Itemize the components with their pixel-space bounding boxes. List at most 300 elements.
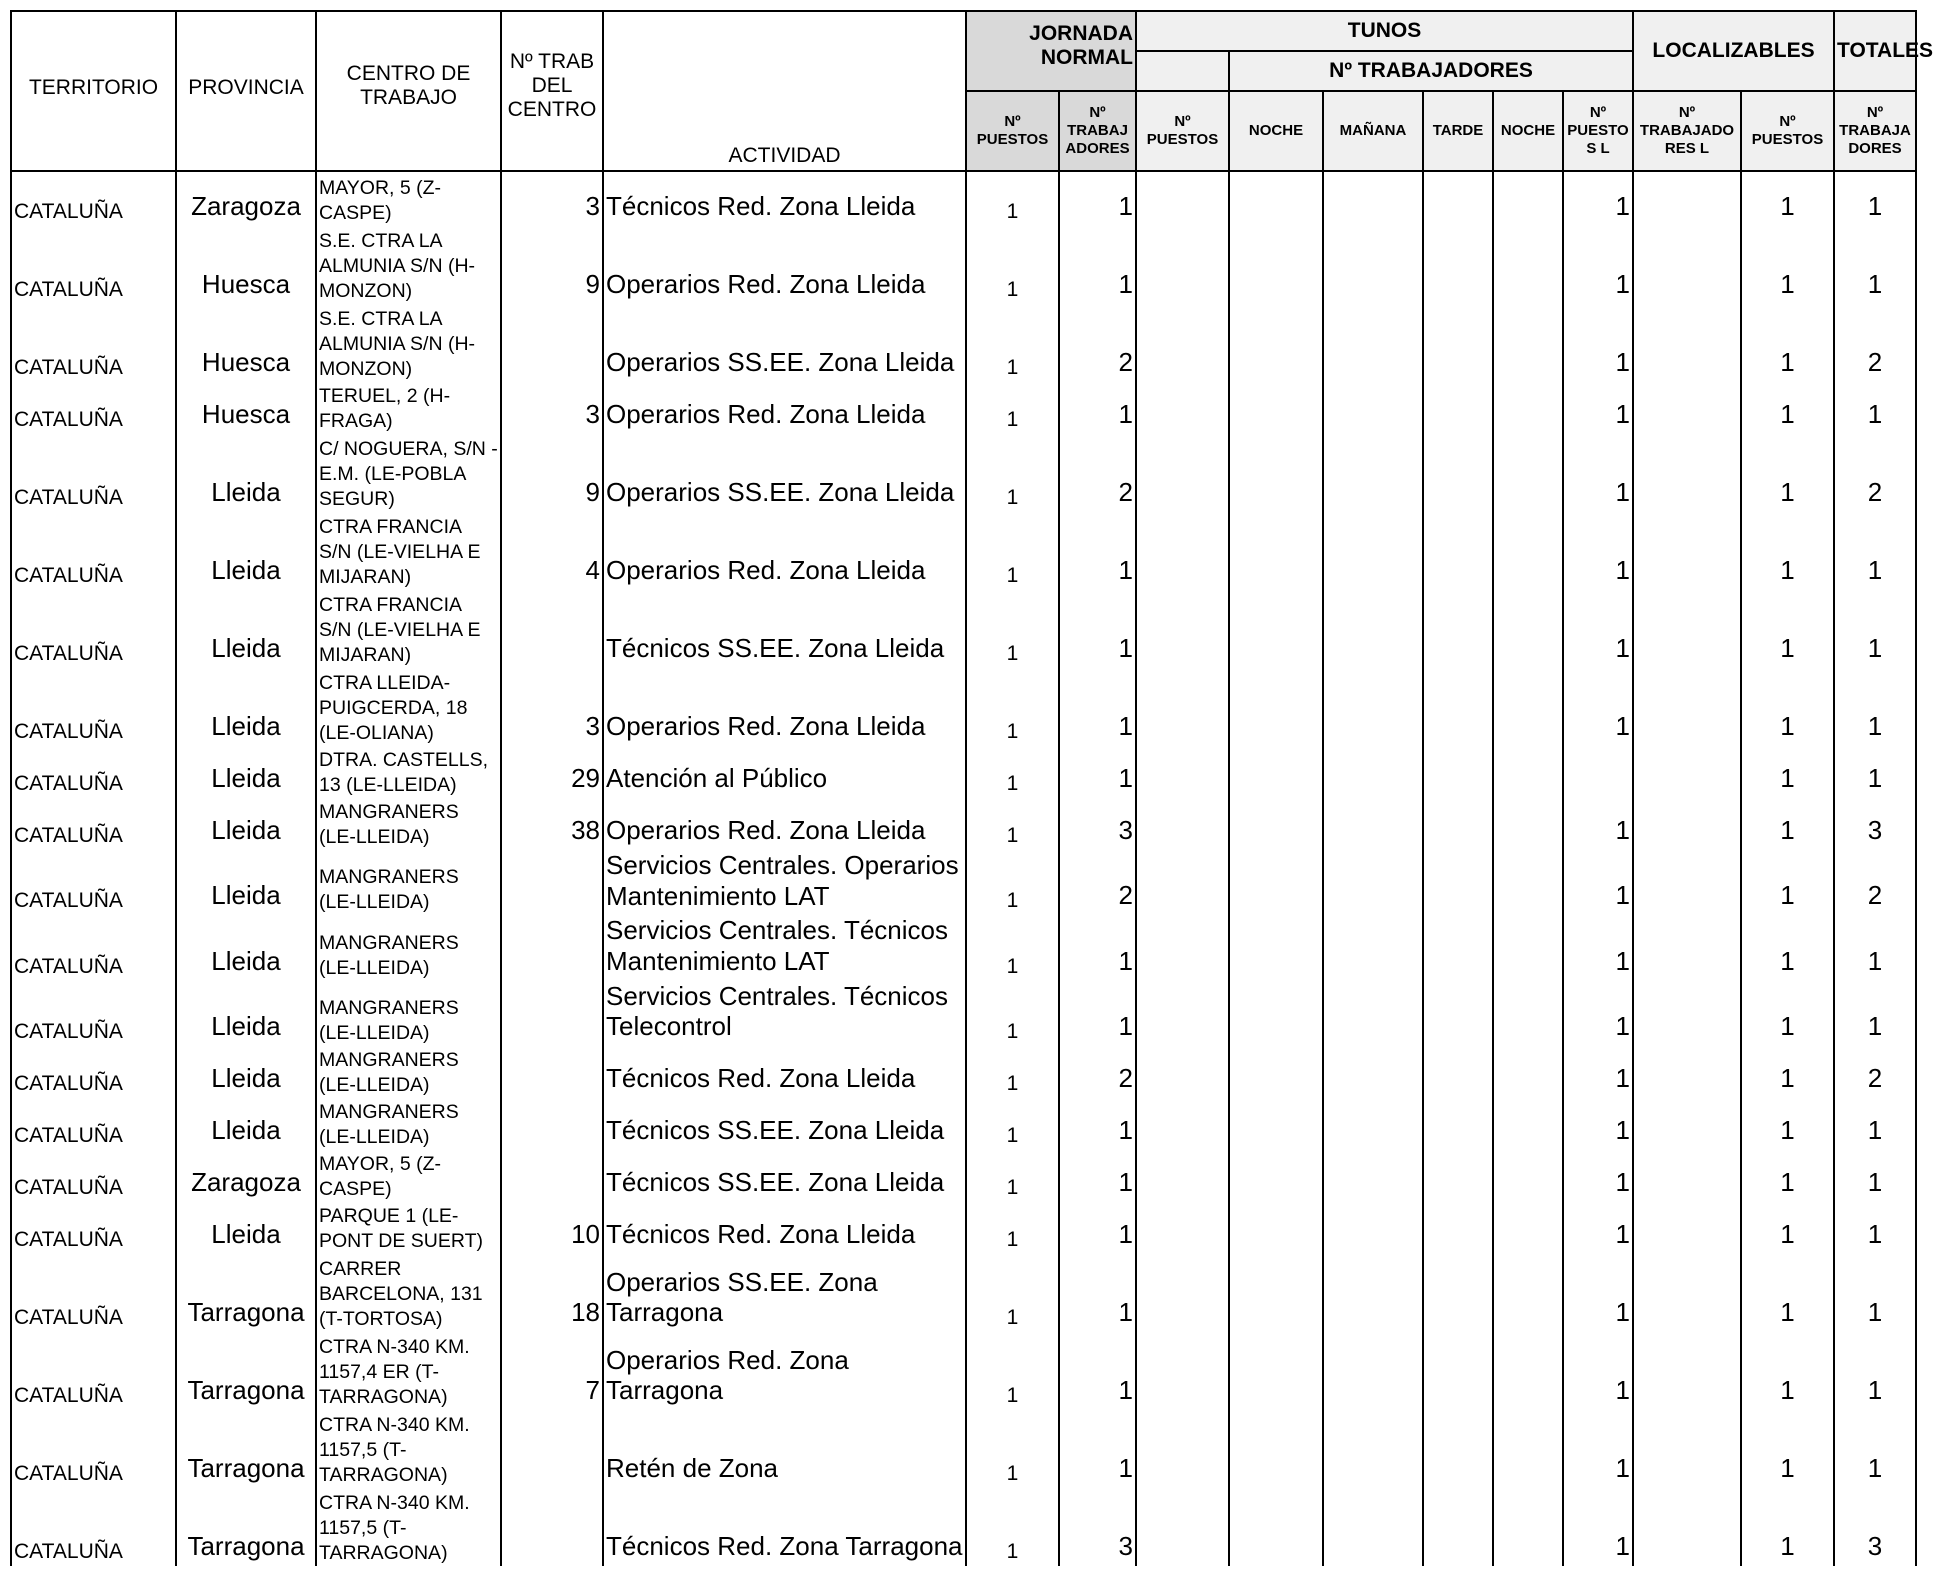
cell-noche-1: [1229, 850, 1323, 915]
cell-provincia: Lleida: [176, 668, 316, 746]
cell-loc-trabajadores: [1633, 915, 1741, 980]
cell-territorio: CATALUÑA: [11, 1488, 176, 1566]
cell-actividad: Operarios SS.EE. Zona Tarragona: [603, 1254, 966, 1332]
cell-num-trab: 3: [501, 382, 603, 434]
cell-centro: S.E. CTRA LA ALMUNIA S/N (H-MONZON): [316, 304, 501, 382]
table-row: [11, 1202, 1916, 1254]
cell-centro: C/ NOGUERA, S/N - E.M. (LE-POBLA SEGUR): [316, 434, 501, 512]
cell-loc-trabajadores: [1633, 171, 1741, 226]
cell-actividad: Operarios SS.EE. Zona Lleida: [603, 434, 966, 512]
cell-loc-trabajadores: [1633, 590, 1741, 668]
header-tunos: TUNOS: [1136, 11, 1633, 51]
cell-territorio: CATALUÑA: [11, 1098, 176, 1150]
cell-t-puestos: [1136, 981, 1229, 1046]
cell-manana: [1323, 1150, 1423, 1202]
cell-num-trab: 9: [501, 434, 603, 512]
cell-centro: MANGRANERS (LE-LLEIDA): [316, 915, 501, 980]
cell-jn-trabajadores: 2: [1059, 434, 1136, 512]
cell-provincia: Lleida: [176, 1098, 316, 1150]
cell-tot-trabajadores: 1: [1834, 590, 1916, 668]
cell-loc-puestos: 1: [1563, 382, 1633, 434]
cell-territorio: CATALUÑA: [11, 1332, 176, 1410]
cell-tot-trabajadores: 1: [1834, 1150, 1916, 1202]
cell-loc-puestos: 1: [1563, 798, 1633, 850]
cell-provincia: Lleida: [176, 798, 316, 850]
cell-loc-trabajadores: [1633, 434, 1741, 512]
cell-territorio: CATALUÑA: [11, 1046, 176, 1098]
cell-actividad: Operarios Red. Zona Lleida: [603, 668, 966, 746]
cell-tot-puestos: 1: [1741, 1254, 1834, 1332]
cell-loc-puestos: 1: [1563, 915, 1633, 980]
cell-actividad: Operarios Red. Zona Lleida: [603, 226, 966, 304]
cell-jn-trabajadores: 1: [1059, 1254, 1136, 1332]
cell-num-trab: 29: [501, 746, 603, 798]
cell-centro: CARRER BARCELONA, 131 (T-TORTOSA): [316, 1254, 501, 1332]
cell-tot-trabajadores: 1: [1834, 226, 1916, 304]
cell-tarde: [1423, 304, 1493, 382]
cell-manana: [1323, 304, 1423, 382]
cell-territorio: CATALUÑA: [11, 746, 176, 798]
cell-tot-puestos: 1: [1741, 590, 1834, 668]
cell-tot-puestos: 1: [1741, 382, 1834, 434]
cell-tot-trabajadores: 1: [1834, 981, 1916, 1046]
cell-provincia: Lleida: [176, 746, 316, 798]
cell-jn-puestos: 1: [966, 304, 1059, 382]
cell-num-trab: 4: [501, 512, 603, 590]
cell-jn-trabajadores: 1: [1059, 668, 1136, 746]
cell-noche-1: [1229, 171, 1323, 226]
cell-noche-1: [1229, 382, 1323, 434]
cell-num-trab: 9: [501, 226, 603, 304]
cell-num-trab: [501, 850, 603, 915]
cell-jn-trabajadores: 1: [1059, 226, 1136, 304]
cell-t-puestos: [1136, 1202, 1229, 1254]
cell-jn-puestos: 1: [966, 1488, 1059, 1566]
cell-tot-puestos: 1: [1741, 1202, 1834, 1254]
header-loc-trabajadores: Nº TRABAJADO RES L: [1633, 91, 1741, 171]
cell-t-puestos: [1136, 590, 1229, 668]
header-actividad: ACTIVIDAD: [603, 11, 966, 171]
cell-noche-1: [1229, 226, 1323, 304]
cell-tot-puestos: 1: [1741, 1046, 1834, 1098]
cell-jn-puestos: 1: [966, 746, 1059, 798]
header-localizables: LOCALIZABLES: [1633, 11, 1834, 91]
table-row: [11, 981, 1916, 1046]
cell-noche-1: [1229, 304, 1323, 382]
cell-noche-2: [1493, 1046, 1563, 1098]
cell-loc-trabajadores: [1633, 1202, 1741, 1254]
header-tunos-empty: [1136, 51, 1229, 91]
cell-t-puestos: [1136, 382, 1229, 434]
cell-manana: [1323, 434, 1423, 512]
table-row: [11, 1046, 1916, 1098]
cell-jn-trabajadores: 1: [1059, 512, 1136, 590]
cell-manana: [1323, 1098, 1423, 1150]
cell-noche-2: [1493, 746, 1563, 798]
cell-noche-2: [1493, 1254, 1563, 1332]
header-totales: TOTALES: [1834, 11, 1916, 91]
cell-t-puestos: [1136, 434, 1229, 512]
cell-loc-puestos: 1: [1563, 1202, 1633, 1254]
cell-loc-trabajadores: [1633, 1488, 1741, 1566]
cell-tarde: [1423, 1046, 1493, 1098]
cell-actividad: Operarios Red. Zona Tarragona: [603, 1332, 966, 1410]
cell-loc-puestos: 1: [1563, 850, 1633, 915]
cell-noche-1: [1229, 1254, 1323, 1332]
cell-jn-trabajadores: 2: [1059, 304, 1136, 382]
cell-noche-1: [1229, 798, 1323, 850]
cell-territorio: CATALUÑA: [11, 590, 176, 668]
cell-jn-puestos: 1: [966, 798, 1059, 850]
cell-manana: [1323, 668, 1423, 746]
table-container: [10, 10, 1933, 1566]
cell-noche-2: [1493, 382, 1563, 434]
cell-noche-2: [1493, 1332, 1563, 1410]
cell-jn-puestos: 1: [966, 434, 1059, 512]
cell-tot-trabajadores: 1: [1834, 1332, 1916, 1410]
cell-loc-puestos: 1: [1563, 1332, 1633, 1410]
table-row: [11, 915, 1916, 980]
cell-manana: [1323, 171, 1423, 226]
cell-loc-puestos: 1: [1563, 668, 1633, 746]
cell-num-trab: 3: [501, 668, 603, 746]
table-row: [11, 1488, 1916, 1566]
cell-loc-trabajadores: [1633, 1150, 1741, 1202]
cell-jn-trabajadores: 1: [1059, 1098, 1136, 1150]
cell-tot-puestos: 1: [1741, 981, 1834, 1046]
cell-provincia: Huesca: [176, 226, 316, 304]
cell-loc-puestos: 1: [1563, 304, 1633, 382]
cell-centro: S.E. CTRA LA ALMUNIA S/N (H-MONZON): [316, 226, 501, 304]
cell-jn-puestos: 1: [966, 915, 1059, 980]
cell-num-trab: [501, 1046, 603, 1098]
cell-noche-1: [1229, 1098, 1323, 1150]
cell-territorio: CATALUÑA: [11, 304, 176, 382]
cell-manana: [1323, 1202, 1423, 1254]
cell-t-puestos: [1136, 850, 1229, 915]
table-row: [11, 434, 1916, 512]
cell-loc-puestos: 1: [1563, 226, 1633, 304]
cell-manana: [1323, 226, 1423, 304]
cell-jn-trabajadores: 3: [1059, 798, 1136, 850]
cell-actividad: Técnicos Red. Zona Lleida: [603, 1046, 966, 1098]
cell-tot-puestos: 1: [1741, 668, 1834, 746]
table-row: [11, 1098, 1916, 1150]
cell-actividad: Servicios Centrales. Operarios Mantenimiento LAT: [603, 850, 966, 915]
table-row: [11, 304, 1916, 382]
header-manana: MAÑANA: [1323, 91, 1423, 171]
cell-t-puestos: [1136, 512, 1229, 590]
cell-loc-puestos: 1: [1563, 1254, 1633, 1332]
table-row: [11, 512, 1916, 590]
cell-jn-puestos: 1: [966, 668, 1059, 746]
cell-jn-puestos: 1: [966, 1410, 1059, 1488]
cell-tot-trabajadores: 1: [1834, 1410, 1916, 1488]
cell-provincia: Lleida: [176, 981, 316, 1046]
cell-t-puestos: [1136, 668, 1229, 746]
cell-tot-puestos: 1: [1741, 1410, 1834, 1488]
cell-provincia: Lleida: [176, 850, 316, 915]
cell-actividad: Técnicos SS.EE. Zona Lleida: [603, 590, 966, 668]
cell-tot-trabajadores: 2: [1834, 1046, 1916, 1098]
cell-manana: [1323, 850, 1423, 915]
cell-tot-puestos: 1: [1741, 1098, 1834, 1150]
cell-manana: [1323, 798, 1423, 850]
cell-noche-2: [1493, 850, 1563, 915]
cell-provincia: Zaragoza: [176, 1150, 316, 1202]
header-tot-trabajadores: Nº TRABAJA DORES: [1834, 91, 1916, 171]
header-jornada-normal: JORNADA NORMAL: [966, 11, 1136, 91]
cell-jn-trabajadores: 1: [1059, 746, 1136, 798]
cell-tarde: [1423, 1488, 1493, 1566]
table-row: [11, 668, 1916, 746]
cell-loc-puestos: 1: [1563, 171, 1633, 226]
cell-tarde: [1423, 226, 1493, 304]
cell-tarde: [1423, 915, 1493, 980]
header-noche-2: NOCHE: [1493, 91, 1563, 171]
cell-noche-1: [1229, 668, 1323, 746]
cell-t-puestos: [1136, 304, 1229, 382]
cell-tarde: [1423, 590, 1493, 668]
cell-actividad: Servicios Centrales. Técnicos Telecontrol: [603, 981, 966, 1046]
cell-centro: CTRA FRANCIA S/N (LE-VIELHA E MIJARAN): [316, 512, 501, 590]
cell-num-trab: [501, 1488, 603, 1566]
cell-manana: [1323, 981, 1423, 1046]
cell-t-puestos: [1136, 1488, 1229, 1566]
cell-t-puestos: [1136, 1410, 1229, 1488]
cell-actividad: Operarios Red. Zona Lleida: [603, 382, 966, 434]
header-noche-1: NOCHE: [1229, 91, 1323, 171]
cell-tarde: [1423, 1098, 1493, 1150]
cell-tot-trabajadores: 1: [1834, 1254, 1916, 1332]
cell-num-trab: 10: [501, 1202, 603, 1254]
cell-provincia: Tarragona: [176, 1332, 316, 1410]
cell-num-trab: [501, 915, 603, 980]
cell-noche-2: [1493, 798, 1563, 850]
cell-actividad: Técnicos SS.EE. Zona Lleida: [603, 1150, 966, 1202]
cell-tot-trabajadores: 2: [1834, 304, 1916, 382]
cell-num-trab: [501, 304, 603, 382]
cell-manana: [1323, 382, 1423, 434]
cell-t-puestos: [1136, 915, 1229, 980]
cell-jn-puestos: 1: [966, 1150, 1059, 1202]
cell-jn-trabajadores: 2: [1059, 850, 1136, 915]
cell-num-trab: 3: [501, 171, 603, 226]
cell-centro: CTRA N-340 KM. 1157,5 (T-TARRAGONA): [316, 1488, 501, 1566]
cell-jn-puestos: 1: [966, 171, 1059, 226]
cell-centro: MANGRANERS (LE-LLEIDA): [316, 1098, 501, 1150]
cell-tot-trabajadores: 1: [1834, 512, 1916, 590]
cell-noche-2: [1493, 171, 1563, 226]
cell-centro: MANGRANERS (LE-LLEIDA): [316, 1046, 501, 1098]
table-row: [11, 798, 1916, 850]
cell-tot-trabajadores: 3: [1834, 798, 1916, 850]
cell-loc-trabajadores: [1633, 1046, 1741, 1098]
cell-loc-puestos: 1: [1563, 1098, 1633, 1150]
cell-centro: MAYOR, 5 (Z-CASPE): [316, 1150, 501, 1202]
cell-t-puestos: [1136, 746, 1229, 798]
table-body: [11, 171, 1916, 1566]
cell-tot-trabajadores: 3: [1834, 1488, 1916, 1566]
cell-tot-trabajadores: 1: [1834, 746, 1916, 798]
cell-tarde: [1423, 981, 1493, 1046]
cell-tot-trabajadores: 1: [1834, 915, 1916, 980]
cell-territorio: CATALUÑA: [11, 1410, 176, 1488]
cell-noche-1: [1229, 434, 1323, 512]
cell-num-trab: [501, 590, 603, 668]
cell-manana: [1323, 746, 1423, 798]
cell-tot-puestos: 1: [1741, 171, 1834, 226]
cell-loc-puestos: 1: [1563, 981, 1633, 1046]
cell-tot-trabajadores: 1: [1834, 1202, 1916, 1254]
cell-provincia: Lleida: [176, 1202, 316, 1254]
cell-jn-trabajadores: 1: [1059, 1202, 1136, 1254]
cell-jn-trabajadores: 1: [1059, 1410, 1136, 1488]
cell-jn-puestos: 1: [966, 1046, 1059, 1098]
cell-noche-1: [1229, 1332, 1323, 1410]
header-jn-trabajadores: Nº TRABAJ ADORES: [1059, 91, 1136, 171]
cell-tarde: [1423, 1150, 1493, 1202]
cell-loc-trabajadores: [1633, 304, 1741, 382]
cell-manana: [1323, 1488, 1423, 1566]
cell-provincia: Lleida: [176, 915, 316, 980]
cell-actividad: Operarios SS.EE. Zona Lleida: [603, 304, 966, 382]
cell-loc-trabajadores: [1633, 1098, 1741, 1150]
cell-t-puestos: [1136, 1150, 1229, 1202]
header-t-puestos: Nº PUESTOS: [1136, 91, 1229, 171]
cell-jn-trabajadores: 2: [1059, 1046, 1136, 1098]
cell-tot-puestos: 1: [1741, 850, 1834, 915]
cell-actividad: Técnicos Red. Zona Lleida: [603, 171, 966, 226]
header-loc-puestos: Nº PUESTO S L: [1563, 91, 1633, 171]
cell-jn-puestos: 1: [966, 382, 1059, 434]
cell-tot-trabajadores: 1: [1834, 1098, 1916, 1150]
table-row: [11, 1150, 1916, 1202]
cell-provincia: Lleida: [176, 512, 316, 590]
cell-noche-1: [1229, 915, 1323, 980]
cell-centro: MANGRANERS (LE-LLEIDA): [316, 981, 501, 1046]
cell-loc-puestos: 1: [1563, 590, 1633, 668]
table-row: [11, 1332, 1916, 1410]
cell-loc-puestos: 1: [1563, 1150, 1633, 1202]
header-jn-puestos: Nº PUESTOS: [966, 91, 1059, 171]
header-provincia: PROVINCIA: [176, 11, 316, 171]
cell-loc-trabajadores: [1633, 668, 1741, 746]
cell-num-trab: 18: [501, 1254, 603, 1332]
cell-tot-puestos: 1: [1741, 1150, 1834, 1202]
table-row: [11, 746, 1916, 798]
cell-noche-2: [1493, 1488, 1563, 1566]
cell-tarde: [1423, 668, 1493, 746]
cell-territorio: CATALUÑA: [11, 1202, 176, 1254]
cell-num-trab: 7: [501, 1332, 603, 1410]
cell-loc-trabajadores: [1633, 798, 1741, 850]
cell-jn-trabajadores: 1: [1059, 590, 1136, 668]
cell-centro: MAYOR, 5 (Z-CASPE): [316, 171, 501, 226]
cell-num-trab: [501, 1410, 603, 1488]
cell-territorio: CATALUÑA: [11, 668, 176, 746]
cell-actividad: Atención al Público: [603, 746, 966, 798]
cell-tot-puestos: 1: [1741, 1488, 1834, 1566]
header-num-trabajadores: Nº TRABAJADORES: [1229, 51, 1633, 91]
header-num-trab: Nº TRAB DEL CENTRO: [501, 11, 603, 171]
header-centro: CENTRO DE TRABAJO: [316, 11, 501, 171]
cell-noche-1: [1229, 746, 1323, 798]
cell-tarde: [1423, 1410, 1493, 1488]
cell-tarde: [1423, 1254, 1493, 1332]
cell-noche-2: [1493, 512, 1563, 590]
cell-loc-trabajadores: [1633, 1254, 1741, 1332]
cell-manana: [1323, 1254, 1423, 1332]
cell-noche-1: [1229, 512, 1323, 590]
cell-tot-puestos: 1: [1741, 798, 1834, 850]
cell-tot-puestos: 1: [1741, 434, 1834, 512]
cell-jn-puestos: 1: [966, 981, 1059, 1046]
header-territorio: TERRITORIO: [11, 11, 176, 171]
cell-noche-1: [1229, 1202, 1323, 1254]
cell-centro: MANGRANERS (LE-LLEIDA): [316, 850, 501, 915]
cell-jn-trabajadores: 1: [1059, 915, 1136, 980]
cell-jn-puestos: 1: [966, 1202, 1059, 1254]
cell-tot-trabajadores: 1: [1834, 668, 1916, 746]
cell-manana: [1323, 1046, 1423, 1098]
cell-noche-2: [1493, 915, 1563, 980]
cell-jn-trabajadores: 1: [1059, 1150, 1136, 1202]
cell-noche-2: [1493, 1202, 1563, 1254]
cell-centro: CTRA FRANCIA S/N (LE-VIELHA E MIJARAN): [316, 590, 501, 668]
cell-centro: DTRA. CASTELLS, 13 (LE-LLEIDA): [316, 746, 501, 798]
cell-num-trab: [501, 1150, 603, 1202]
cell-noche-2: [1493, 226, 1563, 304]
workers-table: [10, 10, 1933, 1566]
cell-jn-trabajadores: 1: [1059, 1332, 1136, 1410]
cell-loc-puestos: 1: [1563, 1410, 1633, 1488]
cell-jn-puestos: 1: [966, 850, 1059, 915]
cell-jn-trabajadores: 1: [1059, 382, 1136, 434]
cell-noche-2: [1493, 434, 1563, 512]
cell-centro: TERUEL, 2 (H-FRAGA): [316, 382, 501, 434]
cell-provincia: Zaragoza: [176, 171, 316, 226]
cell-territorio: CATALUÑA: [11, 798, 176, 850]
cell-tot-puestos: 1: [1741, 304, 1834, 382]
cell-centro: PARQUE 1 (LE-PONT DE SUERT): [316, 1202, 501, 1254]
cell-tarde: [1423, 1332, 1493, 1410]
cell-noche-1: [1229, 1410, 1323, 1488]
table-row: [11, 1254, 1916, 1332]
cell-centro: CTRA LLEIDA-PUIGCERDA, 18 (LE-OLIANA): [316, 668, 501, 746]
cell-actividad: Operarios Red. Zona Lleida: [603, 798, 966, 850]
cell-territorio: CATALUÑA: [11, 981, 176, 1046]
cell-loc-puestos: 1: [1563, 434, 1633, 512]
cell-num-trab: [501, 981, 603, 1046]
cell-tarde: [1423, 1202, 1493, 1254]
cell-noche-2: [1493, 668, 1563, 746]
cell-territorio: CATALUÑA: [11, 382, 176, 434]
cell-num-trab: 38: [501, 798, 603, 850]
cell-provincia: Lleida: [176, 1046, 316, 1098]
cell-centro: CTRA N-340 KM. 1157,5 (T-TARRAGONA): [316, 1410, 501, 1488]
cell-tot-trabajadores: 1: [1834, 171, 1916, 226]
cell-provincia: Tarragona: [176, 1488, 316, 1566]
cell-provincia: Tarragona: [176, 1410, 316, 1488]
cell-t-puestos: [1136, 171, 1229, 226]
cell-jn-puestos: 1: [966, 512, 1059, 590]
cell-provincia: Huesca: [176, 304, 316, 382]
cell-actividad: Operarios Red. Zona Lleida: [603, 512, 966, 590]
cell-noche-1: [1229, 1150, 1323, 1202]
cell-tarde: [1423, 746, 1493, 798]
cell-territorio: CATALUÑA: [11, 434, 176, 512]
